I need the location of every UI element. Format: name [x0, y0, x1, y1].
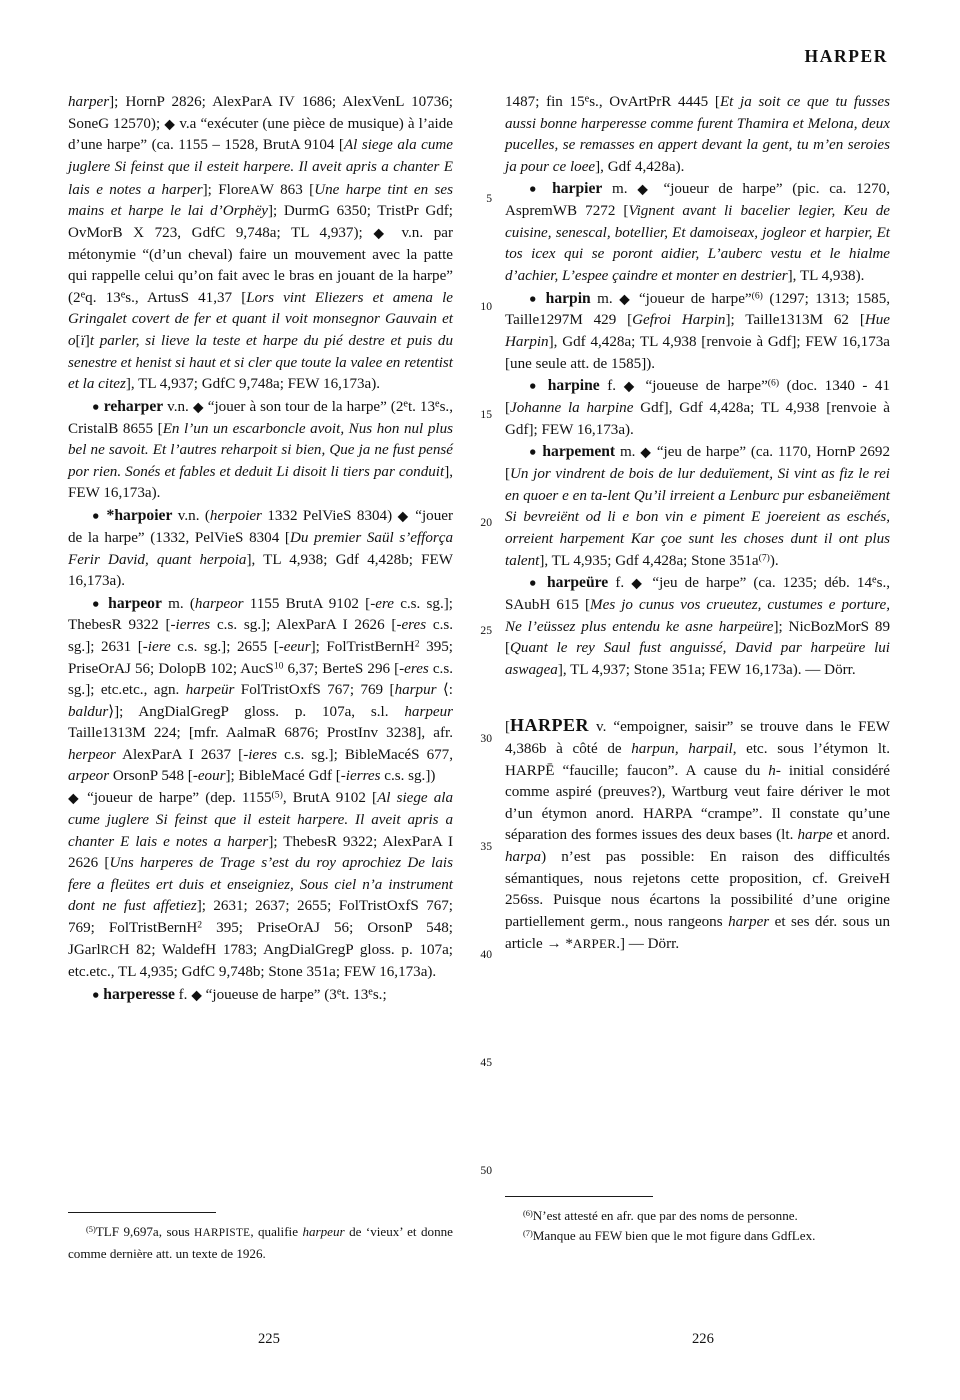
entry-harpeure: ● harpeüre f. ◆ “jeu de harpe” (ca. 1235; déb. 14es., SAubH 615 [Mes jo cunus vos crueutez, custumes e porture, Ne l’eüssez plus entendu ke asne harpeüre]; NicBozMorS 89 [Quant le rey Saul fust anguissé, David par harpeüre lui aswagea], TL 4,937; Stone 351a; FEW 16,173a). — Dörr. — [505, 574, 890, 678]
line-number: 20 — [480, 516, 492, 529]
headword-harpeure: harpeüre — [546, 574, 609, 592]
headword-harperesse: harperesse — [103, 985, 175, 1003]
bullet-icon: ● — [529, 181, 543, 196]
entry-harpin: ● harpin m. ◆ “joueur de harpe”$^{(6)}$ (1297; 1313; 1585, Taille1297M 429 [Gefroi Harpin]; Taille1313M 62 [Hue Harpin], Gdf 4,428a; TL 4,938 [renvoie à Gdf]; FEW 16,173a [une seule att. de 1585]). — [505, 289, 891, 372]
headword-reharper: reharper — [103, 397, 164, 415]
headword-harpine: harpine — [547, 377, 600, 395]
folio-left: 225 — [258, 1331, 280, 1347]
bullet-icon: ● — [529, 444, 538, 459]
footnote-item: $^{(5)}$TLF 9,697a, sous HARPISTE, qualifie harpeur de ‘vieux’ et donne comme dernière att. un texte de 1926. — [68, 1224, 453, 1261]
bullet-icon: ● — [92, 595, 102, 610]
paragraph-harpeor-sense: ◆ “joueur de harpe” (dep. 1155$^{(5)}$, BrutA 9102 [Al siege ala cume juglere Si feinst que il esteit harpere. Il aveit apris a chanter E lais e notes a harper]; ThebesR 9322; AlexParA I 2626 [Uns harperes de Trage s’est du roy aprochiez De lais fere a fleütes ert duis et enseigniez, Sous ciel n’a instrument dont ne fust affetiez]; 2631; 2637; 2655; FolTristOxfS 767; 769; FolTristBernH$^2$ 395; PriseOrAJ 56; OrsonP 548; JGarlRCH 82; WaldefH 1783; AngDialGregP gloss. p. 107a; etc.etc., TL 4,935; GdfC 9,748b; Stone 351a; FEW 16,173a). — [68, 789, 454, 981]
lozenge-icon: ◆ — [164, 116, 176, 132]
footnote-item: $^{(6)}$N’est attesté en afr. que par des noms de personne. — [523, 1208, 798, 1223]
bullet-icon: ● — [92, 399, 100, 414]
entry-harper-bracket: [HARPER v. “empoigner, saisir” se trouve dans le FEW 4,386b à côté de harpun, harpail, etc. sous l’étymon lt. HARPĒ “faucille; faucon”. A cause du h- initial considéré comme aspiré (preuves?), Wartburg veut faire dériver le mot d’un étymon anord. HARPA “crampe”. Il constate qu’une séparation des formes issues des deux bases (lt. harpe et anord. harpa) n’est pas possible: En raison des difficultés sémantiques, nous rejetons cette proposition, cf. GreiveH 256ss. Puisque nous écartons la possibilité d’une origine partiellement germ., nous rangeons harper et ses dér. sous un article → *ARPER.] — Dörr. — [505, 715, 891, 953]
entry-harpier: ● harpier m. ◆ “joueur de harpe” (pic. ca. 1270, AspremWB 7272 [Vignent avant li bacelier legier, Keu de cuisine, senescal, botellier, Et damoiseax, jogleor et harpier, Et tos icex qui se poront aidier, L’auberc vestu et le hialme d’achier, L’espee çaindre et monter en destrier], TL 4,938). — [505, 180, 891, 285]
line-number: 50 — [480, 1164, 492, 1177]
entry-harpine: ● harpine f. ◆ “joueuse de harpe”$^{(6)}$ (doc. 1340 - 41 [Johanne la harpine Gdf], Gdf 4,428a; TL 4,938 [renvoie à Gdf]; FEW 16,173a). — [505, 377, 891, 438]
folio-right: 226 — [692, 1331, 714, 1347]
arrow-icon: → — [546, 936, 562, 953]
footnote-rule — [68, 1212, 216, 1213]
lozenge-icon: ◆ — [623, 379, 638, 395]
headword-harpin: harpin — [545, 289, 591, 307]
bullet-icon: ● — [529, 290, 540, 305]
entry-reharper: ● reharper v.n. ◆ “jouer à son tour de la harpe” (2et. 13es., CristalB 8655 [En l’un un escarboncle avoit, Nus hon nul plus bel ne savoit. Et l’autres reharpoit si bien, Que ja ne fust pensé por rien. Sonés et fables et deduit Li disoit li tiers par conduit], FEW 16,173a). — [68, 397, 453, 502]
bullet-icon: ● — [92, 986, 100, 1001]
line-number: 45 — [480, 1056, 492, 1069]
footnotes-left — [68, 1212, 453, 1263]
line-number: 5 — [486, 192, 492, 205]
footnote-item: $^{(7)}$Manque au FEW bien que le mot figure dans GdfLex. — [523, 1227, 816, 1243]
paragraph-spacer — [505, 681, 890, 715]
column-right — [505, 92, 890, 956]
bullet-icon: ● — [92, 508, 102, 523]
headword-harpement: harpement — [542, 443, 616, 461]
entry-harpeor: ● harpeor m. (harpeor 1155 BrutA 9102 [-ere c.s. sg.]; ThebesR 9322 [-ierres c.s. sg.]; AlexParA I 2626 [-eres c.s. sg.]; 2631 [-iere c.s. sg.]; 2655 [-eeur]; FolTristBernH$^2$ 395; PriseOrAJ 56; DolopB 102; AucS$^{10}$ 6,37; BerteS 296 [-eres c.s. sg.]; etc.etc., agn. harpeür FolTristOxfS 767; 769 [harpur ⟨: baldur⟩]; AngDialGregP gloss. p. 107a, s.l. harpeur Taille1313M 224; [mfr. AalmaR 6876; ProstInv 3238], afr. herpeor AlexParA I 2637 [-ieres c.s. sg.]; BibleMacéS 677, arpeor OrsonP 548 [-eour]; BibleMacé Gdf [-ierres c.s. sg.]) — [68, 594, 454, 785]
paragraph-harperesse-continued: 1487; fin 15es., OvArtPrR 4445 [Et ja soit ce que tu fusses aussi bonne harperesse comme furent Thamira et Melona, deux pucelles, se remasses en appert devant la gent, tu m’en seroies ja pour ce loee], Gdf 4,428a). — [505, 93, 890, 175]
line-number: 10 — [480, 300, 492, 313]
column-left — [68, 92, 453, 1007]
line-number: 35 — [480, 840, 492, 853]
headword-harpoier: *harpoier — [106, 507, 173, 525]
lozenge-icon: ◆ — [640, 445, 652, 461]
footnotes-right — [505, 1196, 890, 1245]
lozenge-icon: ◆ — [619, 291, 633, 307]
entry-harpoier: ● *harpoier v.n. (herpoier 1332 PelVieS 8304) ◆ “jouer de la harpe” (1332, PelVieS 8304 [Du premier Saül s’efforça Ferir David, quant herpoia], TL 4,938; Gdf 4,428b; FEW 16,173a). — [68, 507, 454, 590]
lozenge-icon: ◆ — [192, 400, 204, 416]
lozenge-icon: ◆ — [68, 791, 82, 807]
line-number: 40 — [480, 948, 492, 961]
entry-harperesse: ● harperesse f. ◆ “joueuse de harpe” (3et. 13es.; — [92, 985, 387, 1003]
headword-harper-bracket: HARPER — [510, 715, 590, 736]
lozenge-icon: ◆ — [637, 182, 654, 198]
lozenge-icon: ◆ — [191, 987, 202, 1003]
lozenge-icon: ◆ — [397, 509, 410, 525]
lozenge-icon: ◆ — [631, 576, 646, 592]
footnote-rule — [505, 1196, 653, 1197]
bullet-icon: ● — [529, 575, 540, 590]
line-number: 15 — [480, 408, 492, 421]
bullet-icon: ● — [529, 378, 541, 393]
entry-harpement: ● harpement m. ◆ “jeu de harpe” (ca. 1170, HornP 2692 [Un jor vindrent de bois de lur deduïement, Si vint as fiz le rei en quoer e en ta-lent Qu’il irreient a Lenburc pur esbaneiëment Si bevreiënt od li e bon vin e piment E joereient as eschés, orreient harpement Kar çoe sunt les choses dunt il ont plus talent], TL 4,935; Gdf 4,428a; Stone 351a$^{(7)}$). — [505, 443, 890, 569]
paragraph-harper-continued: harper]; HornP 2826; AlexParA IV 1686; AlexVenL 10736; SoneG 12570); ◆ v.a “exécuter (une pièce de musique) à l’aide d’une harpe” (ca. 1155 – 1528, BrutA 9104 [Al siege ala cume juglere Si feinst que il esteit harpere. Il aveit apris a chanter E lais e notes a harper]; FloreAW 863 [Une harpe tint en ses mains et harpe le lai d’Orphëy]; DurmG 6350; TristPr Gdf; OvMorB X 723, GdfC 9,748a; TL 4,937); ◆ v.n. par métonymie “(d’un cheval) faire un mouvement avec la patte qui rappelle celui qu’on fait avec le bras en jouant de la harpe” (2eq. 13es., ArtusS 41,37 [Lors vint Eliezers et amena le Gringalet covert de fer et quant il voit monsegnor Gauvain et o[ï]t parler, si lieve la teste et harpe du pié destre et puis du senestre et henist si haut et si cler que toute la valee en retentist et la citez], TL 4,937; GdfC 9,748a; FEW 16,173a). — [68, 94, 454, 393]
headword-harpier: harpier — [552, 180, 603, 198]
line-number: 30 — [480, 732, 492, 745]
lozenge-icon: ◆ — [373, 226, 391, 242]
headword-harpeor: harpeor — [108, 594, 162, 612]
running-head: HARPER — [804, 46, 888, 66]
line-number: 25 — [480, 624, 492, 637]
